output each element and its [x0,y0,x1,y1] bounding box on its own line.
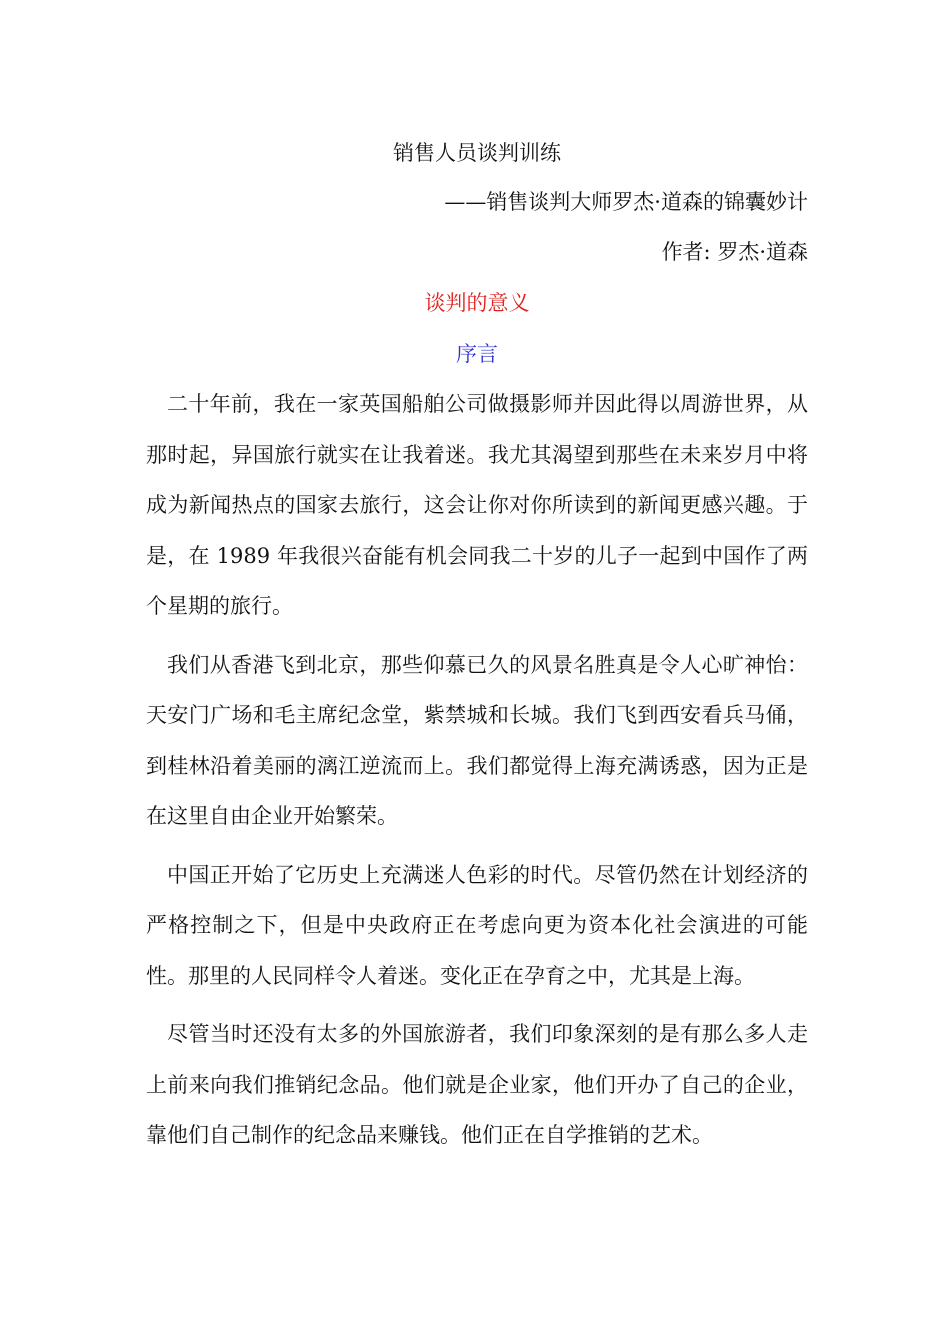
section-heading: 谈判的意义 [424,291,530,315]
document-subtitle: ——销售谈判大师罗杰·道森的锦囊妙计 [444,190,808,214]
document-body [146,130,808,1161]
preface-heading: 序言 [456,342,498,366]
document-title: 销售人员谈判训练 [393,141,561,165]
document-author: 作者: 罗杰·道森 [661,240,808,264]
paragraph-2: 我们从香港飞到北京，那些仰慕已久的风景名胜真是令人心旷神怡：天安门广场和毛主席纪念堂，紫禁城和长城。我们飞到西安看兵马俑，到桂林沿着美丽的漓江逆流而上。我们都觉得上海充满诱惑，因为正是在这里自由企业开始繁荣。 [146,652,808,828]
paragraph-3: 中国正开始了它历史上充满迷人色彩的时代。尽管仍然在计划经济的严格控制之下，但是中央政府正在考虑向更为资本化社会演进的可能性。那里的人民同样令人着迷。变化正在孕育之中，尤其是上海。 [146,862,808,988]
paragraph-1: 二十年前，我在一家英国船舶公司做摄影师并因此得以周游世界，从那时起，异国旅行就实在让我着迷。我尤其渴望到那些在未来岁月中将成为新闻热点的国家去旅行，这会让你对你所读到的新闻更感兴趣。于是，在 1989 年我很兴奋能有机会同我二十岁的儿子一起到中国作了两个星期的旅行。 [146,392,808,618]
paragraph-4: 尽管当时还没有太多的外国旅游者，我们印象深刻的是有那么多人走上前来向我们推销纪念品。他们就是企业家，他们开办了自己的企业，靠他们自己制作的纪念品来赚钱。他们正在自学推销的艺术。 [146,1022,808,1147]
